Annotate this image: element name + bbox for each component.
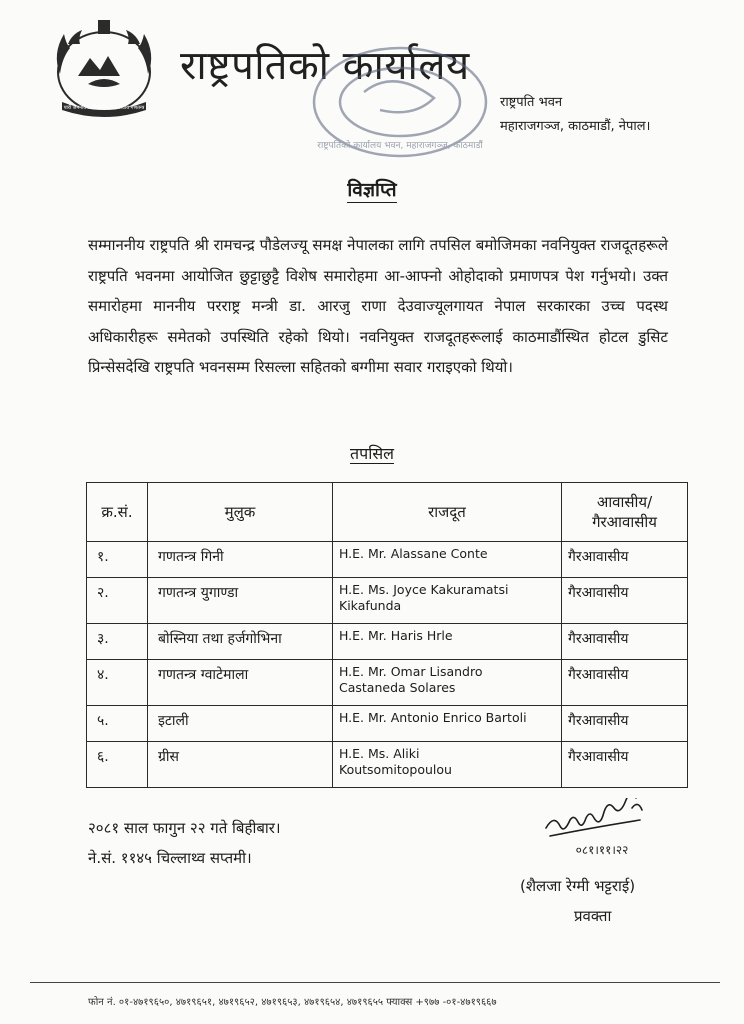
row-residency: गैरआवासीय <box>562 742 688 788</box>
date-ns: ने.सं. ११४५ चिल्लाथ्व सप्तमी। <box>88 849 252 867</box>
row-ambassador <box>333 706 562 742</box>
row-sn: ३. <box>87 624 148 660</box>
table-header-row <box>87 483 688 542</box>
ambassador-line2: Kikafunda <box>339 598 402 613</box>
table-row <box>87 578 688 624</box>
header-residency-line2: गैरआवासीय <box>592 513 657 531</box>
ambassador-line2: Castaneda Solares <box>339 680 456 695</box>
ambassador-line1: H.E. Ms. Joyce Kakuramatsi <box>339 582 509 597</box>
row-ambassador <box>333 660 562 706</box>
header-residency-line1: आवासीय/ <box>596 493 653 511</box>
row-sn: २. <box>87 578 148 624</box>
office-title: राष्ट्रपतिको कार्यालय <box>180 43 470 89</box>
signatory-name: (शैलजा रेग्मी भट्टराई) <box>520 877 636 895</box>
row-residency: गैरआवासीय <box>562 624 688 660</box>
address-line-1: राष्ट्रपति भवन <box>500 95 563 110</box>
ambassador-line2: Koutsomitopoulou <box>339 762 452 777</box>
footer-contact: फोन नं. ०१-४७१९६५०, ४७१९६५१, ४७१९६५२, ४७१९६५३, ४७१९६५४, ४७१९६५५ फ्याक्स +९७७ -०१-४७१९६६७ <box>88 997 497 1008</box>
footer-divider <box>30 982 720 983</box>
ambassador-line1: H.E. Mr. Haris Hrle <box>339 628 453 643</box>
emblem-caption: पारी जननायक लोकतन्त्रात्मक संघीय गणतन्त्र <box>63 105 145 111</box>
row-country: इटाली <box>148 706 333 742</box>
national-emblem-logo <box>38 14 170 124</box>
header-residency <box>562 483 688 542</box>
address-line-2: महाराजगञ्ज, काठमाडौं, नेपाल। <box>500 119 651 134</box>
row-country: ग्रीस <box>148 742 333 788</box>
table-row <box>87 706 688 742</box>
signature-date: ०८१।११।२२ <box>575 843 629 857</box>
signatory-designation: प्रवक्ता <box>574 907 612 925</box>
details-title <box>0 442 744 464</box>
header-country: मुलुक <box>148 483 333 542</box>
row-sn: ६. <box>87 742 148 788</box>
row-ambassador <box>333 578 562 624</box>
row-residency: गैरआवासीय <box>562 706 688 742</box>
row-residency: गैरआवासीय <box>562 542 688 578</box>
row-ambassador <box>333 624 562 660</box>
row-sn: १. <box>87 542 148 578</box>
notice-title <box>0 176 744 202</box>
ambassadors-table <box>86 482 688 788</box>
row-ambassador <box>333 742 562 788</box>
row-country: गणतन्त्र युगाण्डा <box>148 578 333 624</box>
header-ambassador: राजदूत <box>333 483 562 542</box>
notice-body: सम्माननीय राष्ट्रपति श्री रामचन्द्र पौडेलज्यू समक्ष नेपालका लागि तपसिल बमोजिमका नवनियुक्त राजदूतहरूले राष्ट्रपति भवनमा आयोजित छुट्टाछुट्टै विशेष समारोहमा आ-आफ्नो ओहोदाको प्रमाणपत्र पेश गर्नुभयो। उक्त समारोहमा माननीय परराष्ट्र मन्त्री डा. आरजु राणा देउवाज्यूलगायत नेपाल सरकारका उच्च पदस्थ अधिकारीहरू समेतको उपस्थिति रहेको थियो। नवनियुक्त राजदूतहरूलाई काठमाडौंस्थित होटल डुसिट प्रिन्सेसदेखि राष्ट्रपति भवनसम्म रिसल्ला सहितको बग्गीमा सवार गराइएको थियो। <box>88 236 668 377</box>
row-country: गणतन्त्र ग्वाटेमाला <box>148 660 333 706</box>
row-country: गणतन्त्र गिनी <box>148 542 333 578</box>
stamp-text: राष्ट्रपतिको कार्यालय भवन, महाराजगञ्ज, काठमाडौं <box>317 141 483 151</box>
row-residency: गैरआवासीय <box>562 578 688 624</box>
row-ambassador <box>333 542 562 578</box>
date-bs: २०८१ साल फागुन २२ गते बिहीबार। <box>88 819 281 837</box>
handwritten-signature <box>540 798 650 860</box>
table-row <box>87 624 688 660</box>
ambassador-line1: H.E. Mr. Antonio Enrico Bartoli <box>339 710 527 725</box>
table-row <box>87 660 688 706</box>
table-row <box>87 742 688 788</box>
table-row <box>87 542 688 578</box>
row-residency: गैरआवासीय <box>562 660 688 706</box>
ambassador-line1: H.E. Mr. Alassane Conte <box>339 546 488 561</box>
row-sn: ५. <box>87 706 148 742</box>
official-stamp <box>300 42 500 180</box>
row-country: बोस्निया तथा हर्जगोभिना <box>148 624 333 660</box>
notice-title-text: विज्ञप्ति <box>347 179 397 201</box>
details-title-text: तपसिल <box>349 444 395 463</box>
ambassador-line1: H.E. Ms. Aliki <box>339 746 420 761</box>
row-sn: ४. <box>87 660 148 706</box>
header-sn: क्र.सं. <box>87 483 148 542</box>
ambassador-line1: H.E. Mr. Omar Lisandro <box>339 664 483 679</box>
